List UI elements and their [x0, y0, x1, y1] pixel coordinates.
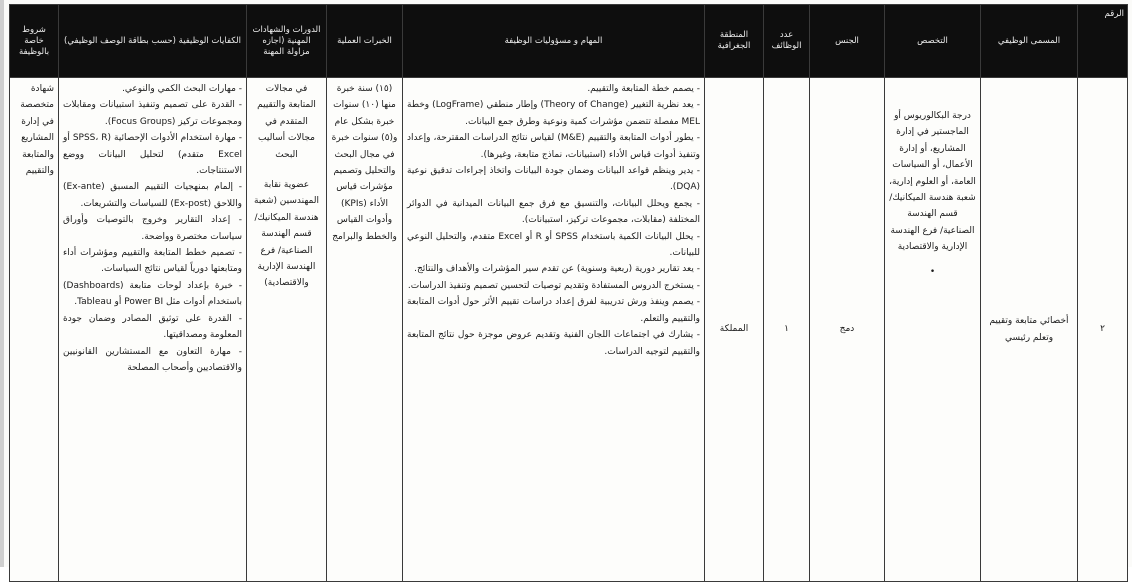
competency-item: - القدرة على توثيق المصادر وضمان جودة المعلومة ومصداقيتها. [63, 311, 242, 344]
header-row [10, 5, 1128, 78]
competency-item: - خبرة بإعداد لوحات متابعة (Dashboards) باستخدام أدوات مثل Power BI أو Tableau. [63, 278, 242, 311]
cell-title: أخصائي متابعة وتقييم وتعلم رئيسي [981, 78, 1078, 582]
cell-gender: دمج [810, 78, 885, 582]
header-num: الرقم [1078, 5, 1128, 78]
duty-item: - يجمع ويحلل البيانات، والتنسيق مع فرق جمع البيانات الميدانية في الدوائر المختلفة (مقابلات، مجموعات تركيز، استبيانات). [407, 196, 700, 229]
duty-item: - يدير وينظم قواعد البيانات وضمان جودة البيانات واتخاذ إجراءات تدقيق نوعية (DQA). [407, 163, 700, 196]
cell-duties [403, 78, 705, 582]
competency-item: - مهارة استخدام الأدوات الإحصائية (SPSS، R أو Excel متقدم) لتحليل البيانات ووضع الاستنتاجات. [63, 130, 242, 179]
duty-item: - يعد تقارير دورية (ربعية وسنوية) عن تقدم سير المؤشرات والأهداف والنتائج. [407, 261, 700, 277]
competency-item: - إلمام بمنهجيات التقييم المسبق (Ex-ante) واللاحق (Ex-post) للسياسات والتشريعات. [63, 179, 242, 212]
duty-item: - يطور أدوات المتابعة والتقييم (M&E) لقياس نتائج الدراسات المقترحة، وإعداد وتنفيذ أدوات قياس الأداء (استبيانات، نماذج متابعة، وغيرها). [407, 130, 700, 163]
header-title: المسمى الوظيفي [981, 5, 1078, 78]
duty-item: - يصمم خطة المتابعة والتقييم. [407, 81, 700, 97]
courses-membership: عضوية نقابة المهندسين (شعبة هندسة الميكانيك/ قسم الهندسة الصناعية/ فرع الهندسة الإدارية والاقتصادية) [254, 180, 319, 289]
specialization-text: درجة البكالوريوس أو الماجستير في إدارة المشاريع، أو إدارة الأعمال، أو السياسات العامة، أو العلوم إدارية، شعبة هندسة الميكانيك/ قسم الهندسة الصناعية/ فرع الهندسة الإدارية والاقتصادية [889, 111, 976, 253]
courses-text: في مجالات المتابعة والتقييم المتقدم في مجالات أساليب البحث [257, 84, 316, 160]
header-region: المنطقة الجغرافية [705, 5, 764, 78]
page-edge [0, 0, 4, 567]
cell-specialization [885, 78, 981, 582]
header-experience: الخبرات العملية [327, 5, 403, 78]
specialization-note: • [929, 266, 936, 277]
header-courses: الدورات والشهادات المهنية (اجازه مزاولة المهنة [247, 5, 327, 78]
competency-item: - إعداد التقارير وخروج بالتوصيات وأوراق سياسات مختصرة وواضحة. [63, 212, 242, 245]
duty-item: - يصمم وينفذ ورش تدريبية لفرق إعداد دراسات تقييم الأثر حول أدوات المتابعة والتقييم والتعلم. [407, 294, 700, 327]
duty-item: - يعد نظرية التغيير (Theory of Change) وإطار منطقي (LogFrame) وخطة MEL مفصلة تتضمن مؤشرات كمية ونوعية وطرق جمع البيانات. [407, 97, 700, 130]
duty-item: - يشارك في اجتماعات اللجان الفنية وتقديم عروض موجزة حول نتائج المتابعة والتقييم لتوجيه الدراسات. [407, 327, 700, 360]
competencies-list [63, 81, 242, 376]
job-row [10, 78, 1128, 582]
duty-item: - يحلل البيانات الكمية باستخدام SPSS أو R أو Excel متقدم، والتحليل النوعي للبيانات. [407, 229, 700, 262]
header-gender: الجنس [810, 5, 885, 78]
competency-item: - مهارة التعاون مع المستشارين القانونيين والاقتصاديين وأصحاب المصلحة [63, 344, 242, 377]
cell-count: ١ [764, 78, 810, 582]
duty-item: - يستخرج الدروس المستفادة وتقديم توصيات لتحسين تصميم وتنفيذ الدراسات. [407, 278, 700, 294]
cell-num: ٢ [1078, 78, 1128, 582]
cell-courses [247, 78, 327, 582]
job-table [9, 4, 1128, 582]
header-duties: المهام و مسؤوليات الوظيفة [403, 5, 705, 78]
cell-conditions: شهادة متخصصة في إدارة المشاريع والمتابعة والتقييم [10, 78, 59, 582]
competency-item: - مهارات البحث الكمي والنوعي. [63, 81, 242, 97]
header-count: عدد الوظائف [764, 5, 810, 78]
header-conditions: شروط خاصة بالوظيفة [10, 5, 59, 78]
competency-item: - القدرة على تصميم وتنفيذ استبيانات ومقابلات ومجموعات تركيز (Focus Groups). [63, 97, 242, 130]
cell-competencies [59, 78, 247, 582]
cell-experience: (١٥) سنة خبرة منها (١٠) سنوات خبرة بشكل عام و(٥) سنوات خبرة في مجال البحث والتحليل وتصميم مؤشرات قياس الأداء (KPIs) وأدوات القياس والخطط والبرامج [327, 78, 403, 582]
header-specialization: التخصص [885, 5, 981, 78]
header-competencies: الكفايات الوظيفية (حسب بطاقة الوصف الوظيفي) [59, 5, 247, 78]
cell-region: المملكة [705, 78, 764, 582]
competency-item: - تصميم خطط المتابعة والتقييم ومؤشرات أداء ومتابعتها دورياً لقياس نتائج السياسات. [63, 245, 242, 278]
duties-list [407, 81, 700, 360]
